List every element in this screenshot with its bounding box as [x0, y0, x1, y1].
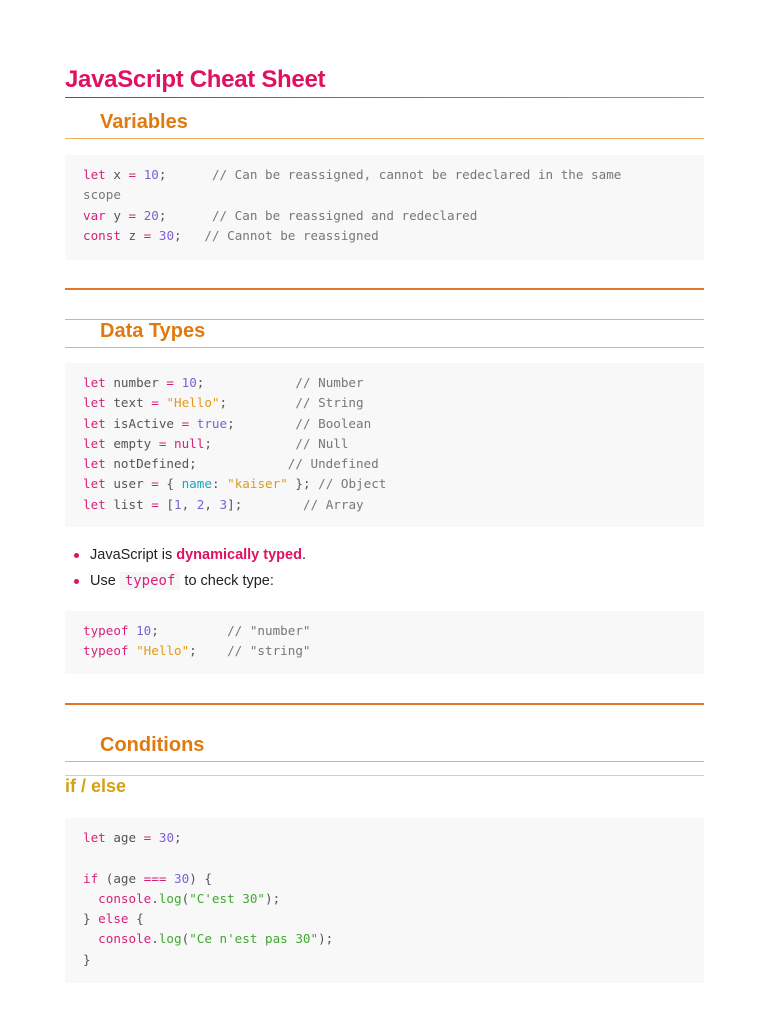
data-types-code-block: [65, 363, 704, 527]
code-line: [83, 848, 704, 868]
section-divider: [65, 703, 704, 705]
code-line: let empty = null; // Null: [83, 435, 349, 451]
data-types-notes: [65, 543, 704, 595]
if-else-code-block: [65, 818, 704, 983]
bullet-text-suffix: .: [301, 547, 306, 563]
bullet-icon: [74, 579, 79, 584]
code-line: let user = { name: "kaiser" }; // Object: [83, 476, 387, 492]
bullet-text: Use: [90, 573, 120, 589]
bullet-text-suffix: to check type:: [180, 573, 274, 589]
code-line: let x = 10; // Can be reassigned, cannot be redeclared in the same: [83, 167, 622, 182]
code-line: var y = 20; // Can be reassigned and redeclared: [83, 207, 478, 223]
code-line: let number = 10; // Number: [83, 375, 364, 390]
code-line: let notDefined; // Undefined: [83, 456, 379, 472]
if-else-subheading: if / else: [65, 776, 127, 796]
bullet-text: JavaScript is: [90, 547, 177, 563]
subheading-rule: [65, 775, 704, 776]
bullet-icon: [74, 553, 79, 558]
code-line: console.log("Ce n'est pas 30");: [98, 931, 334, 947]
code-line: }: [83, 951, 91, 967]
code-line: let text = "Hello"; // String: [83, 395, 364, 411]
data-types-heading-rule: [65, 347, 704, 348]
code-line: typeof 10; // "number": [83, 623, 311, 638]
variables-code-block: [65, 155, 704, 260]
variables-heading: Variables: [100, 111, 188, 133]
page-title: JavaScript Cheat Sheet: [65, 66, 326, 93]
code-line: scope: [83, 187, 121, 203]
variables-heading-rule: [65, 138, 704, 139]
emphasis-text: dynamically typed: [176, 547, 302, 563]
data-types-heading: Data Types: [100, 320, 206, 342]
code-line: typeof "Hello"; // "string": [83, 643, 311, 659]
conditions-heading: Conditions: [100, 734, 205, 756]
code-line: console.log("C'est 30");: [98, 890, 281, 906]
code-line: if (age === 30) {: [83, 870, 212, 886]
title-divider: [65, 97, 704, 98]
section-divider: [65, 288, 704, 290]
typeof-code-block: [65, 611, 704, 674]
list-item: [65, 569, 704, 595]
code-line: let list = [1, 2, 3]; // Array: [83, 496, 364, 512]
inline-code: typeof: [120, 572, 181, 590]
conditions-heading-rule: [65, 761, 704, 762]
code-line: const z = 30; // Cannot be reassigned: [83, 227, 379, 243]
code-line: let age = 30;: [83, 830, 182, 845]
code-line: } else {: [83, 911, 144, 927]
list-item: [65, 543, 704, 569]
code-line: let isActive = true; // Boolean: [83, 415, 372, 431]
